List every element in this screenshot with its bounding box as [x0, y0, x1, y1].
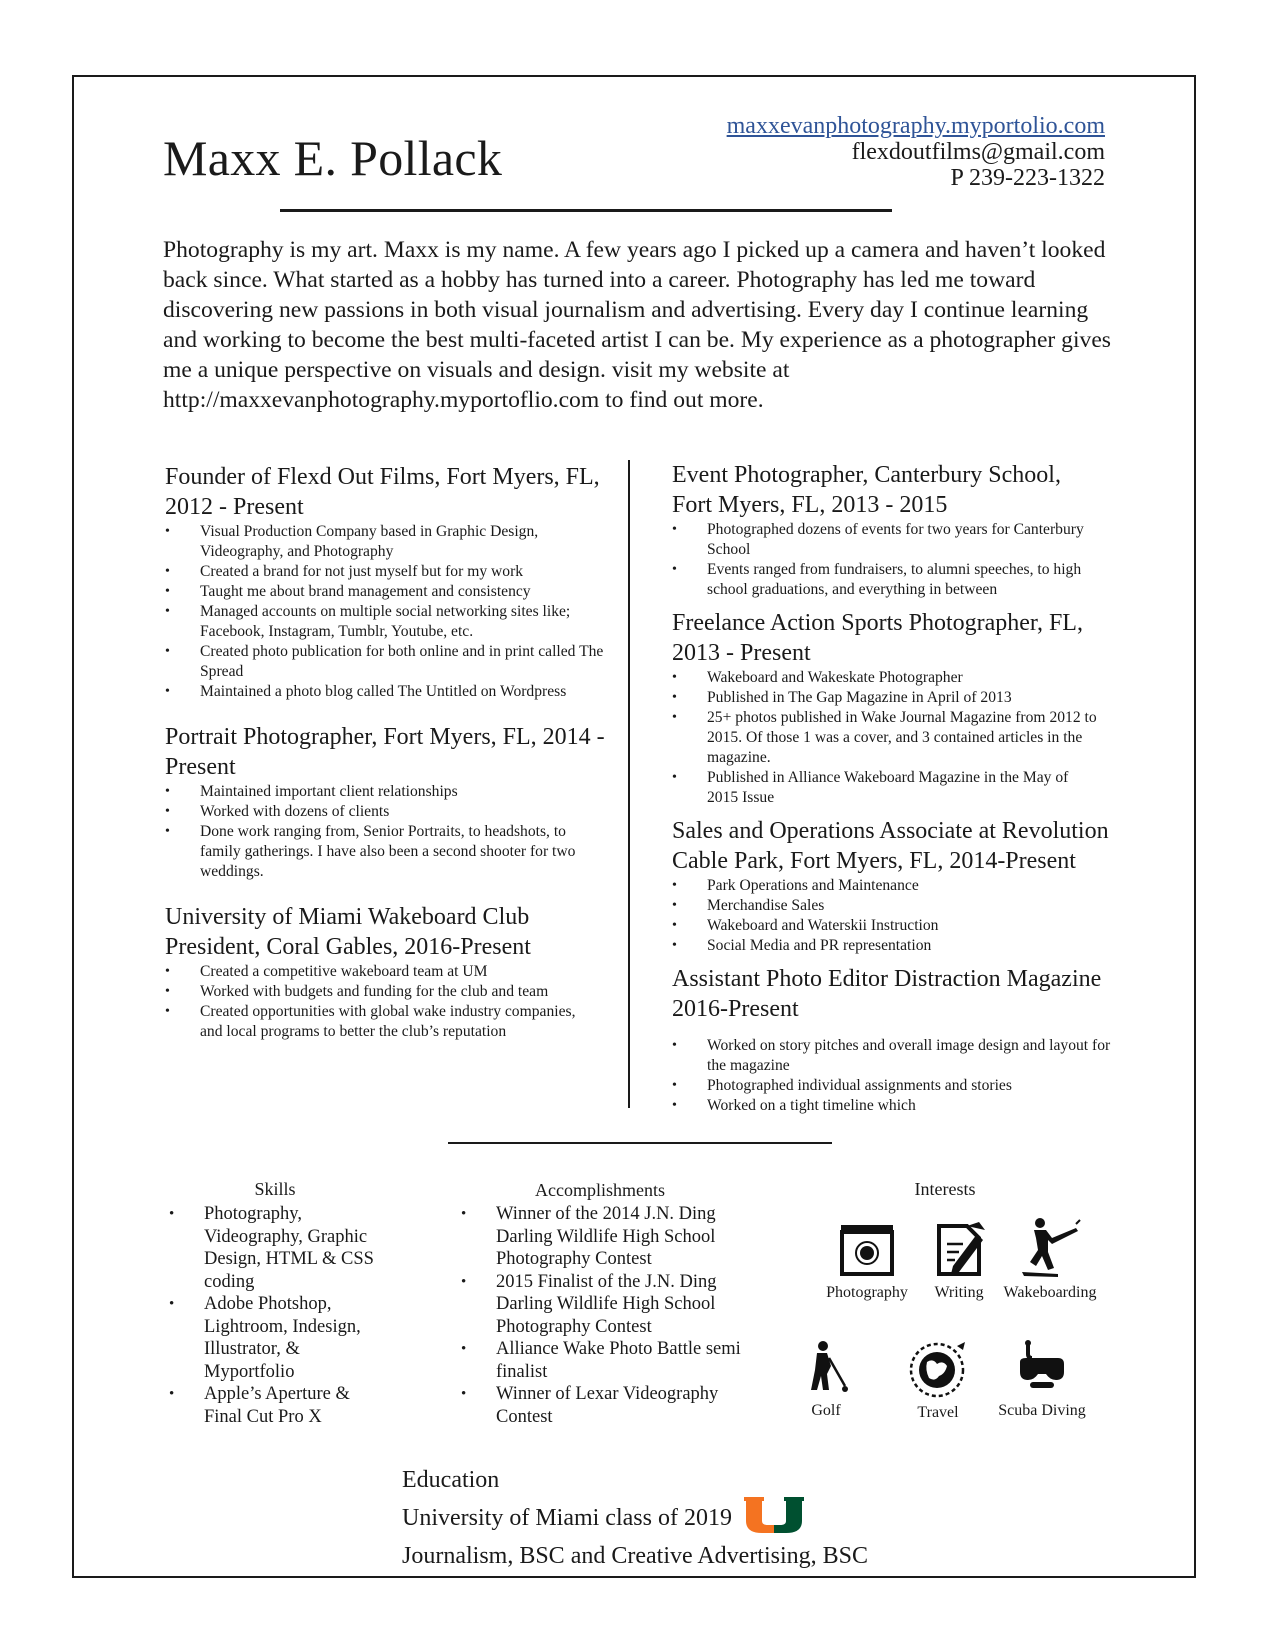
scuba-mask-icon [987, 1340, 1097, 1396]
contact-block [727, 113, 1105, 191]
job-title: Portrait Photographer, Fort Myers, FL, 2014 - Present [165, 724, 605, 780]
interest-label: Golf [811, 1402, 841, 1419]
list-item: • Merchandise Sales [672, 896, 1132, 916]
job-bullets [165, 782, 580, 882]
list-item: • 25+ photos published in Wake Journal Magazine from 2012 to 2015. Of those 1 was a cover, and 3 contained articles in the magazine. [672, 708, 1132, 768]
section-divider [448, 1142, 832, 1144]
accomplishments-heading: Accomplishments [535, 1180, 665, 1200]
list-item: • Managed accounts on multiple social networking sites like; Facebook, Instagram, Tumblr, Youtube, etc. [165, 602, 605, 642]
job-bullets [672, 876, 1132, 956]
globe-icon [883, 1340, 993, 1398]
interest-label: Writing [934, 1284, 984, 1301]
list-item: • Worked on a tight timeline which [672, 1096, 1132, 1116]
column-divider [628, 460, 630, 1108]
intro-paragraph: Photography is my art. Maxx is my name. A few years ago I picked up a camera and haven’t looked back since. What started as a hobby has turned into a career. Photography has led me toward discovering new passions in both visual journalism and advertising. Every day I continue learning and working to become the best multi-faceted artist I can be. My experience as a photographer gives me a unique perspective on visuals and design. visit my website at http://maxxevanphotography.myportoflio.com to find out more. [163, 237, 1111, 413]
phone-text: P 239-223-1322 [950, 165, 1105, 191]
golfer-icon [771, 1340, 881, 1396]
website-link[interactable]: maxxevanphotography.myportolio.com [726, 113, 1105, 139]
interest-golf [771, 1340, 881, 1420]
job-entry [672, 816, 1132, 956]
interest-label: Scuba Diving [998, 1402, 1086, 1419]
right-column [672, 460, 1132, 1116]
list-item: • Published in The Gap Magazine in April of 2013 [672, 688, 1132, 708]
list-item: • Events ranged from fundraisers, to alumni speeches, to high school graduations, and everything in between [672, 560, 1092, 600]
job-entry [165, 902, 605, 1042]
list-item: • Created a competitive wakeboard team at UM [165, 962, 595, 982]
education-block [402, 1465, 868, 1571]
skills-heading: Skills [254, 1179, 296, 1199]
list-item: • Adobe Photshop, Lightroom, Indesign, Illustrator, & Myportfolio [169, 1293, 384, 1383]
job-title: Sales and Operations Associate at Revolution Cable Park, Fort Myers, FL, 2014-Present [672, 818, 1109, 874]
job-bullets [165, 522, 605, 702]
list-item: • Taught me about brand management and consistency [165, 582, 605, 602]
list-item: • Created opportunities with global wake industry companies, and local programs to better the club’s reputation [165, 1002, 595, 1042]
list-item: • Wakeboard and Wakeskate Photographer [672, 668, 1132, 688]
header-divider [280, 209, 892, 212]
education-school-line [402, 1495, 868, 1541]
education-heading: Education [402, 1467, 500, 1493]
list-item: • Social Media and PR representation [672, 936, 1132, 956]
job-bullets [672, 520, 1092, 600]
list-item: • Worked with budgets and funding for the club and team [165, 982, 595, 1002]
job-bullets [165, 962, 595, 1042]
left-column [165, 462, 605, 1042]
list-item: • Photography, Videography, Graphic Design, HTML & CSS coding [169, 1203, 384, 1293]
job-entry [672, 460, 1132, 600]
resume-name: Maxx E. Pollack [163, 130, 503, 186]
interest-wakeboarding [995, 1216, 1105, 1302]
job-title: Event Photographer, Canterbury School, Fort Myers, FL, 2013 - 2015 [672, 462, 1061, 518]
accomplishments-list [461, 1203, 756, 1428]
job-title: University of Miami Wakeboard Club President, Coral Gables, 2016-Present [165, 904, 531, 960]
job-entry [165, 722, 605, 882]
job-title: Founder of Flexd Out Films, Fort Myers, FL, 2012 - Present [165, 464, 600, 520]
list-item: • Done work ranging from, Senior Portraits, to headshots, to family gatherings. I have also been a second shooter for two weddings. [165, 822, 580, 882]
university-logo [744, 1495, 804, 1541]
list-item: • Photographed dozens of events for two years for Canterbury School [672, 520, 1092, 560]
education-degree: Journalism, BSC and Creative Advertising, BSC [402, 1543, 868, 1569]
interest-label: Photography [826, 1284, 908, 1301]
interests-heading: Interests [914, 1179, 976, 1199]
interest-label: Travel [917, 1404, 959, 1421]
education-school: University of Miami class of 2019 [402, 1505, 732, 1531]
list-item: • Maintained a photo blog called The Untitled on Wordpress [165, 682, 605, 702]
interest-scuba [987, 1340, 1097, 1420]
email-text: flexdoutfilms@gmail.com [851, 139, 1105, 165]
list-item: • Published in Alliance Wakeboard Magazine in the May of 2015 Issue [672, 768, 1102, 808]
job-title: Freelance Action Sports Photographer, FL, 2013 - Present [672, 610, 1083, 666]
list-item: • Created a brand for not just myself but for my work [165, 562, 605, 582]
job-bullets [672, 668, 1132, 808]
job-bullets [672, 1036, 1132, 1116]
job-entry [165, 462, 605, 702]
list-item: • 2015 Finalist of the J.N. Ding Darling Wildlife High School Photography Contest [461, 1271, 756, 1339]
list-item: • Worked with dozens of clients [165, 802, 580, 822]
list-item: • Apple’s Aperture & Final Cut Pro X [169, 1383, 384, 1428]
list-item: • Park Operations and Maintenance [672, 876, 1132, 896]
list-item: • Winner of the 2014 J.N. Ding Darling Wildlife High School Photography Contest [461, 1203, 756, 1271]
list-item: • Wakeboard and Waterskii Instruction [672, 916, 1132, 936]
list-item: • Visual Production Company based in Graphic Design, Videography, and Photography [165, 522, 605, 562]
list-item: • Maintained important client relationships [165, 782, 580, 802]
skills-list [169, 1203, 384, 1428]
interest-travel [883, 1340, 993, 1422]
list-item: • Photographed individual assignments and stories [672, 1076, 1132, 1096]
interest-label: Wakeboarding [1003, 1284, 1097, 1301]
job-title: Assistant Photo Editor Distraction Magazine 2016-Present [672, 966, 1102, 1022]
job-entry [672, 608, 1132, 808]
list-item: • Alliance Wake Photo Battle semi finalist [461, 1338, 756, 1383]
list-item: • Created photo publication for both online and in print called The Spread [165, 642, 605, 682]
job-entry [672, 964, 1132, 1116]
wakeboarder-icon [995, 1216, 1105, 1278]
list-item: • Winner of Lexar Videography Contest [461, 1383, 756, 1428]
list-item: • Worked on story pitches and overall image design and layout for the magazine [672, 1036, 1132, 1076]
